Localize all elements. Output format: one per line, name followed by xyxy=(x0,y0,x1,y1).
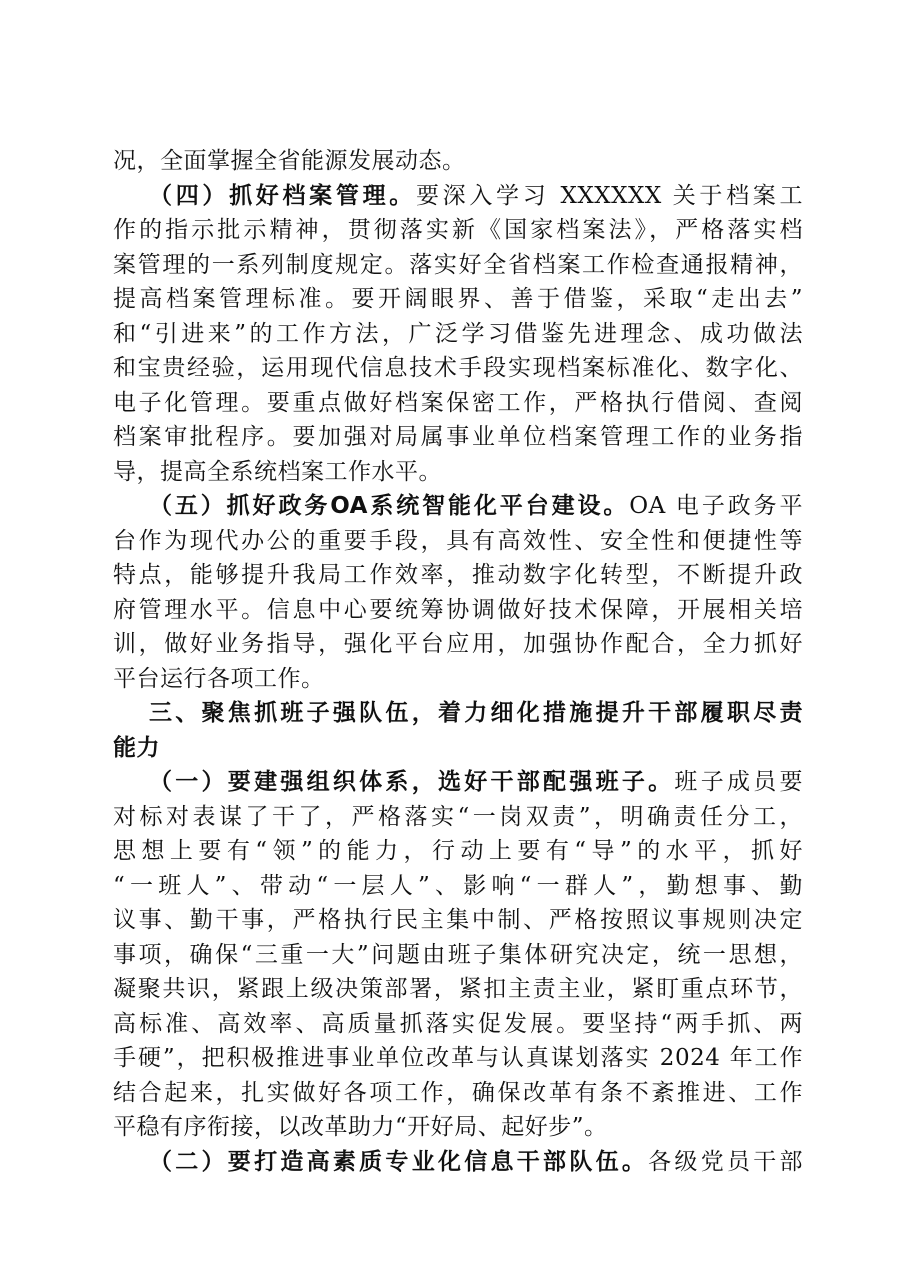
paragraph-text: 导，提高全系统档案工作水平。 xyxy=(113,458,442,485)
paragraph-text: 作的指示批示精神，贯彻落实新《国家档案法》，严格落实档 xyxy=(113,217,803,243)
paragraph-line xyxy=(113,662,803,697)
paragraph-text: 凝聚共识，紧跟上级决策部署，紧扣主责主业，紧盯重点环节， xyxy=(113,976,803,1002)
section-heading-text: 能力 xyxy=(113,734,160,761)
paragraph-text: 手硬”，把积极推进事业单位改革与认真谋划落实 2024 年工作 xyxy=(113,1045,803,1071)
subsection-title: （二）要打造高素质专业化信息干部队伍。 xyxy=(149,1148,649,1175)
paragraph-line xyxy=(113,834,803,869)
paragraph-text: 特点，能够提升我局工作效率，推动数字化转型，不断提升政 xyxy=(113,562,803,588)
paragraph-line xyxy=(113,765,803,800)
section-heading-line xyxy=(113,696,803,731)
section-heading-text: 三、聚焦抓班子强队伍，着力细化措施提升干部履职尽责 xyxy=(149,700,803,726)
paragraph-line xyxy=(113,1041,803,1076)
paragraph-line xyxy=(113,1076,803,1111)
paragraph-text: OA 电子政务平 xyxy=(629,493,803,519)
paragraph-line xyxy=(113,903,803,938)
paragraph-text: 和宝贵经验，运用现代信息技术手段实现档案标准化、数字化、 xyxy=(113,355,803,381)
paragraph-text: 训，做好业务指导，强化平台应用，加强协作配合，全力抓好 xyxy=(113,631,803,657)
paragraph-line xyxy=(113,213,803,248)
paragraph-line xyxy=(113,455,803,490)
paragraph-text: 议事、勤干事，严格执行民主集中制、严格按照议事规则决定 xyxy=(113,907,803,933)
paragraph-line xyxy=(113,1007,803,1042)
paragraph-line xyxy=(113,558,803,593)
paragraph-text: 况，全面掌握全省能源发展动态。 xyxy=(113,148,466,174)
paragraph-text: 台作为现代办公的重要手段，具有高效性、安全性和便捷性等 xyxy=(113,527,803,554)
subsection-title: （一）要建强组织体系，选好干部配强班子。 xyxy=(149,769,675,795)
paragraph-text: 思想上要有“领”的能力，行动上要有“导”的水平，抓好 xyxy=(113,838,803,864)
paragraph-text: 各级党员干部 xyxy=(648,1148,804,1175)
paragraph-line xyxy=(113,1110,803,1145)
paragraph-line xyxy=(113,489,803,524)
paragraph-line xyxy=(113,282,803,317)
paragraph-text: 府管理水平。信息中心要统筹协调做好技术保障，开展相关培 xyxy=(113,596,803,623)
paragraph-text: 平台运行各项工作。 xyxy=(113,665,325,692)
subsection-title: （五）抓好政务OA系统智能化平台建设。 xyxy=(149,493,630,519)
paragraph-line xyxy=(113,972,803,1007)
paragraph-line xyxy=(113,938,803,973)
paragraph-text: 案管理的一系列制度规定。落实好全省档案工作检查通报精神， xyxy=(113,251,803,278)
paragraph-text: 对标对表谋了干了，严格落实“一岗双责”，明确责任分工， xyxy=(113,803,803,830)
paragraph-line xyxy=(113,351,803,386)
paragraph-line xyxy=(113,869,803,904)
paragraph-text: 结合起来，扎实做好各项工作，确保改革有条不紊推进、工作 xyxy=(113,1079,803,1106)
paragraph-text: 提高档案管理标准。要开阔眼界、善于借鉴，采取“走出去” xyxy=(113,286,803,312)
paragraph-line xyxy=(113,386,803,421)
paragraph-line xyxy=(113,420,803,455)
document-body xyxy=(113,144,803,1179)
paragraph-text: 和“引进来”的工作方法，广泛学习借鉴先进理念、成功做法 xyxy=(113,320,803,347)
paragraph-line xyxy=(113,317,803,352)
paragraph-text: 班子成员要 xyxy=(674,769,804,795)
paragraph-text: 高标准、高效率、高质量抓落实促发展。要坚持“两手抓、两 xyxy=(113,1010,803,1037)
paragraph-line xyxy=(113,179,803,214)
paragraph-line xyxy=(113,524,803,559)
paragraph-text: 事项，确保“三重一大”问题由班子集体研究决定，统一思想， xyxy=(113,941,803,968)
paragraph-line xyxy=(113,627,803,662)
paragraph-text: 档案审批程序。要加强对局属事业单位档案管理工作的业务指 xyxy=(113,424,803,450)
paragraph-line xyxy=(113,144,803,179)
paragraph-line xyxy=(113,248,803,283)
paragraph-text: 平稳有序衔接，以改革助力“开好局、起好步”。 xyxy=(113,1114,608,1140)
paragraph-line xyxy=(113,593,803,628)
section-heading-line xyxy=(113,731,803,766)
paragraph-text: 要深入学习 XXXXXX 关于档案工 xyxy=(415,182,803,209)
paragraph-text: “一班人”、带动“一层人”、影响“一群人”，勤想事、勤 xyxy=(113,872,803,899)
subsection-title: （四）抓好档案管理。 xyxy=(149,182,416,209)
paragraph-line xyxy=(113,800,803,835)
paragraph-text: 电子化管理。要重点做好档案保密工作，严格执行借阅、查阅 xyxy=(113,389,803,416)
paragraph-line xyxy=(113,1145,803,1180)
